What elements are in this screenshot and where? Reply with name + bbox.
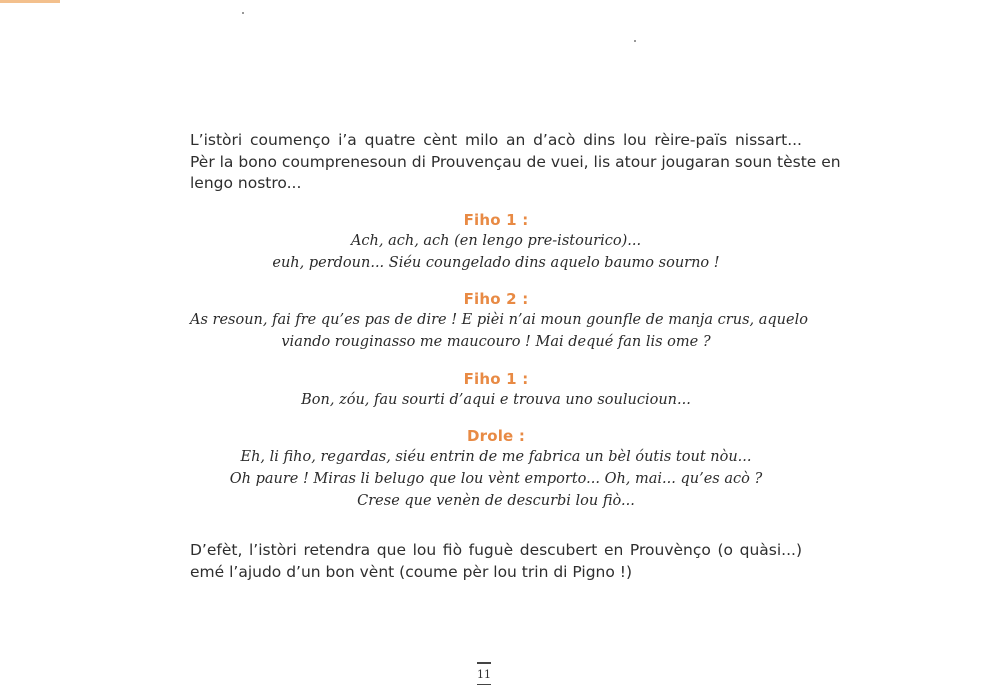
speaker-label: Fiho 1 : [463,211,529,229]
dialogue-line: Oh paure ! Miras li belugo que lou vènt emporto... Oh, mai... qu’es acò ? [229,471,763,487]
dialogue-line: Ach, ach, ach (en lengo pre-istourico)... [350,233,642,249]
intro-paragraph [190,130,841,195]
speaker-label: Fiho 1 : [463,370,529,388]
page-number-text: 11 [477,667,491,681]
dialogue-block-drole [190,426,802,512]
dialogue-line: Crese que venèn de descurbi lou fiò... [357,493,635,509]
dialogue-line: As resoun, fai fre qu’es pas de dire ! E pièi n’ai moun gounfle de manja crus, aquelo [190,312,808,328]
dialogue-line: Bon, zóu, fau sourti d’aqui e trouva uno soulucioun... [301,392,691,408]
outro-line: D’efèt, l’istòri retendra que lou fiò fuguè descubert en Prouvènço (o quàsi...) [190,541,802,559]
speaker-label: Fiho 2 : [463,290,529,308]
page-number-rule [477,662,491,664]
dialogue-block-fiho-2 [190,289,808,353]
intro-line: L’istòri coumenço i’a quatre cènt milo an d’acò dins lou rèire-païs nissart... [190,131,802,149]
outro-paragraph [190,540,802,583]
dialogue-block-fiho-1-a [190,210,802,274]
speaker-label: Drole : [466,427,526,445]
intro-line: lengo nostro... [190,174,302,192]
page-number [470,662,498,685]
outro-line: emé l’ajudo d’un bon vènt (coume pèr lou trin di Pigno !) [190,562,633,581]
corner-mark [0,0,60,3]
scan-speck [634,40,636,42]
dialogue-line: euh, perdoun... Siéu coungelado dins aquelo baumo sourno ! [272,255,720,271]
scan-speck [242,12,244,14]
dialogue-block-fiho-1-b [190,369,802,411]
page-number-rule [477,684,491,686]
dialogue-line: Eh, li fiho, regardas, siéu entrin de me fabrica un bèl óutis tout nòu... [240,449,752,465]
dialogue-line: viando rouginasso me maucouro ! Mai dequé fan lis ome ? [281,334,711,350]
intro-line: Pèr la bono coumprenesoun di Prouvençau de vuei, lis atour jougaran soun tèste en [190,152,841,171]
